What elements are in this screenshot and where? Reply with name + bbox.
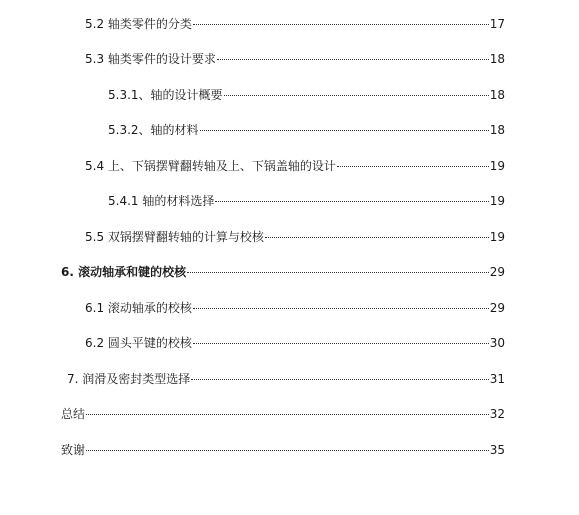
toc-entry-page: 29 [489, 301, 505, 315]
toc-entry-page: 32 [489, 407, 505, 421]
toc-entry-page: 18 [489, 123, 505, 137]
toc-entry-label: 总结 [61, 407, 86, 421]
toc-entry-label: 5.4 上、下锅摆臂翻转轴及上、下锅盖轴的设计 [85, 159, 336, 173]
toc-leader [265, 237, 489, 238]
toc-leader [86, 414, 489, 415]
toc-leader [193, 308, 489, 309]
toc-entry-page: 19 [489, 230, 505, 244]
toc-entry [85, 16, 505, 32]
toc-entry-label: 5.3 轴类零件的设计要求 [85, 52, 216, 66]
toc-entry [108, 122, 505, 138]
toc-entry-page: 29 [489, 265, 505, 279]
toc-entry-label: 6.2 圆头平键的校核 [85, 336, 192, 350]
toc-leader [224, 95, 489, 96]
toc-entry [85, 51, 505, 67]
toc-entry [108, 193, 505, 209]
toc-entry-page: 18 [489, 88, 505, 102]
toc-leader [193, 24, 489, 25]
toc-entry [85, 229, 505, 245]
toc-entry-label: 5.4.1 轴的材料选择 [108, 194, 215, 208]
toc-entry-label: 6.1 滚动轴承的校核 [85, 301, 192, 315]
toc-leader [191, 379, 488, 380]
toc-entry-page: 17 [489, 17, 505, 31]
toc-entry-label: 7. 润滑及密封类型选择 [67, 372, 191, 386]
toc-entry-label: 5.3.2、轴的材料 [108, 123, 199, 137]
toc-entry [85, 335, 505, 351]
toc-leader [86, 450, 489, 451]
toc-entry [85, 158, 505, 174]
toc-entry-page: 35 [489, 443, 505, 457]
toc-entry [61, 442, 505, 458]
toc-entry-label: 5.5 双锅摆臂翻转轴的计算与校核 [85, 230, 264, 244]
toc-entry [108, 87, 505, 103]
toc-leader [217, 59, 489, 60]
toc-leader [337, 166, 489, 167]
toc-entry-page: 19 [489, 194, 505, 208]
toc-entry-label: 5.2 轴类零件的分类 [85, 17, 192, 31]
toc-entry-page: 31 [489, 372, 505, 386]
toc-entry-label: 5.3.1、轴的设计概要 [108, 88, 223, 102]
toc-entry [61, 264, 505, 280]
toc-entry-page: 30 [489, 336, 505, 350]
toc-entry-page: 18 [489, 52, 505, 66]
toc-leader [193, 343, 489, 344]
toc-entry [85, 300, 505, 316]
toc-entry-page: 19 [489, 159, 505, 173]
toc-entry [61, 406, 505, 422]
toc-entry-label: 6. 滚动轴承和键的校核 [61, 265, 187, 279]
toc-entry [67, 371, 505, 387]
toc-leader [200, 130, 489, 131]
toc-leader [187, 272, 489, 273]
toc-entry-label: 致谢 [61, 443, 86, 457]
toc-leader [215, 201, 488, 202]
